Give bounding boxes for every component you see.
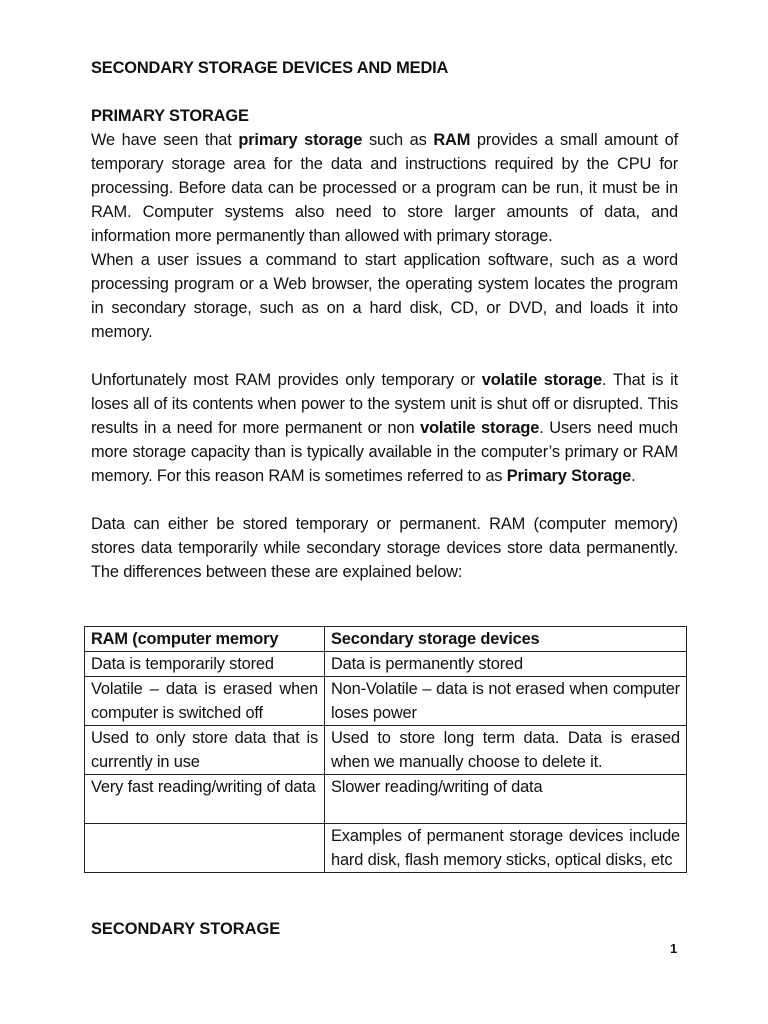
page-number: 1	[670, 941, 678, 956]
comparison-table	[84, 626, 687, 873]
paragraph-volatile-storage	[91, 368, 678, 488]
table-cell-secondary: Used to store long term data. Data is erased when we manually choose to delete it.	[325, 726, 687, 775]
text-run: Unfortunately most RAM provides only temporary or	[91, 371, 482, 389]
bold-term: RAM	[433, 131, 471, 149]
text-run: We have seen that	[91, 131, 239, 149]
section-heading-primary-storage: PRIMARY STORAGE	[91, 107, 249, 125]
text-run: Data can either be stored temporary or permanent. RAM (computer memory) stores data temporarily while secondary storage devices store data permanently. The differences between these are explained below:	[91, 515, 678, 581]
table-row	[85, 726, 687, 775]
bold-term: Primary Storage	[506, 467, 632, 485]
table-cell-ram: Volatile – data is erased when computer is switched off	[85, 677, 325, 726]
text-run: . Users need much more storage capacity than is typically available in the computer’s primary or RAM memory. For this reason RAM is sometimes referred to as	[91, 419, 679, 485]
table-cell-ram	[85, 824, 325, 873]
paragraph-application-loading	[91, 248, 678, 344]
text-run: .	[631, 467, 636, 485]
table-header-row	[85, 627, 687, 652]
table-cell-ram: Very fast reading/writing of data	[85, 775, 325, 824]
text-run: such as	[362, 131, 434, 149]
document-page	[91, 56, 678, 584]
table-row	[85, 677, 687, 726]
table-row	[85, 824, 687, 873]
bold-term: volatile storage	[420, 419, 540, 437]
bold-term: primary storage	[238, 131, 363, 149]
table-cell-ram: Data is temporarily stored	[85, 652, 325, 677]
paragraph-primary-storage-intro	[91, 128, 678, 248]
text-run: . That is it loses all of its contents when power to the system unit is shut off or disrupted. This results in a need for more permanent or non	[91, 371, 679, 437]
table-cell-secondary: Examples of permanent storage devices include hard disk, flash memory sticks, optical disks, etc	[325, 824, 687, 873]
table-cell-secondary: Slower reading/writing of data	[325, 775, 687, 824]
table-header-ram: RAM (computer memory	[85, 627, 325, 652]
table-cell-ram: Used to only store data that is currently in use	[85, 726, 325, 775]
paragraph-temporary-vs-permanent	[91, 512, 678, 584]
section-heading-secondary-storage: SECONDARY STORAGE	[91, 920, 281, 938]
table-row	[85, 775, 687, 824]
table-row	[85, 652, 687, 677]
text-run: provides a small amount of temporary storage area for the data and instructions required by the CPU for processing. Before data can be processed or a program can be run, it must be in RAM. Computer systems also need to store larger amounts of data, and information more permanently than allowed with primary storage.	[91, 131, 678, 245]
table-header-secondary: Secondary storage devices	[325, 627, 687, 652]
table-cell-secondary: Data is permanently stored	[325, 652, 687, 677]
table-cell-secondary: Non-Volatile – data is not erased when computer loses power	[325, 677, 687, 726]
document-title: SECONDARY STORAGE DEVICES AND MEDIA	[91, 59, 449, 77]
text-run: When a user issues a command to start application software, such as a word processing program or a Web browser, the operating system locates the program in secondary storage, such as on a hard disk, CD, or DVD, and loads it into memory.	[91, 251, 678, 341]
bold-term: volatile storage	[481, 371, 602, 389]
